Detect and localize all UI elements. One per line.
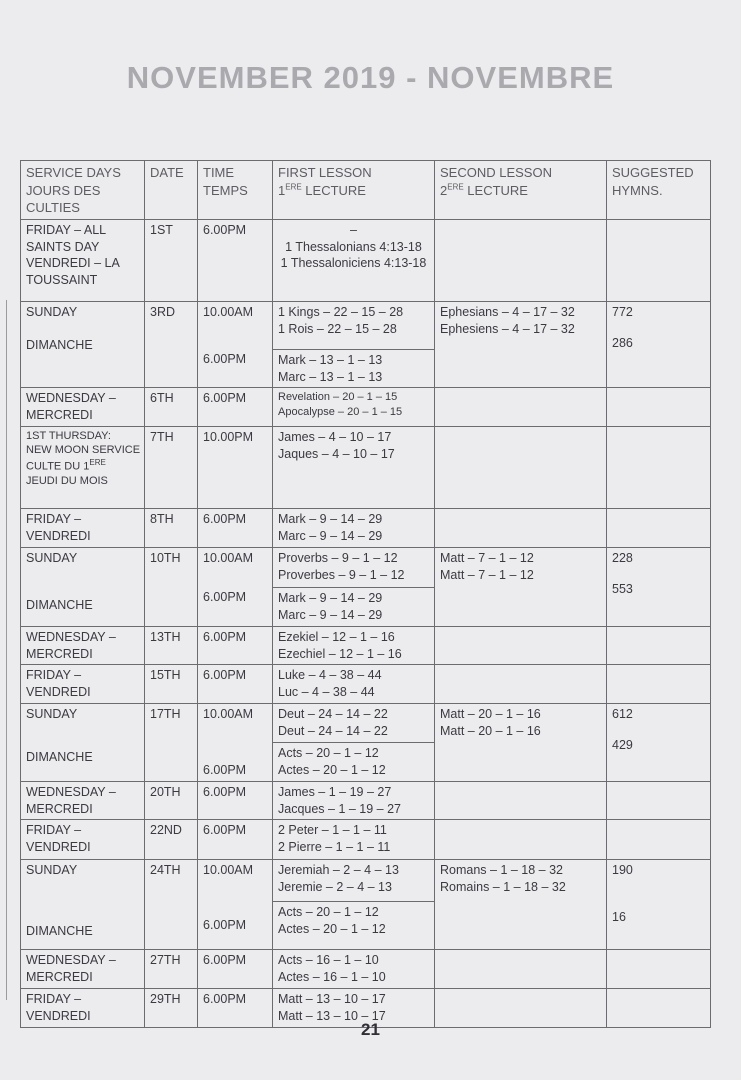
service-day: FRIDAY – ALL SAINTS DAY VENDREDI – LA TOUSSAINT: [21, 219, 145, 301]
date-cell: 20TH: [145, 781, 198, 820]
hymns-cell: 190 16: [607, 860, 711, 950]
second-lesson: Matt – 7 – 1 – 12 Matt – 7 – 1 – 12: [435, 547, 607, 626]
service-day: SUNDAY DIMANCHE: [21, 860, 145, 950]
time-cell: 6.00PM: [198, 950, 273, 989]
time-cell: 6.00PM: [198, 742, 273, 781]
second-lesson: [435, 509, 607, 548]
date-cell: 15TH: [145, 665, 198, 704]
time-cell: 6.00PM: [198, 626, 273, 665]
service-day: FRIDAY – VENDREDI: [21, 509, 145, 548]
hymns-cell: 772 286: [607, 301, 711, 388]
date-cell: 6TH: [145, 388, 198, 427]
service-day: WEDNESDAY – MERCREDI: [21, 626, 145, 665]
hymns-cell: [607, 781, 711, 820]
hymns-cell: [607, 427, 711, 509]
page-title: NOVEMBER 2019 - NOVEMBRE: [126, 60, 615, 95]
first-lesson: Revelation – 20 – 1 – 15 Apocalypse – 20 – 1 – 15: [273, 388, 435, 427]
time-cell: 6.00PM: [198, 587, 273, 626]
table-row: [21, 626, 711, 665]
date-cell: 8TH: [145, 509, 198, 548]
hymns-cell: [607, 950, 711, 989]
header-date: DATE: [145, 161, 198, 220]
time-cell: 6.00PM: [198, 388, 273, 427]
second-lesson: [435, 626, 607, 665]
hymns-cell: [607, 388, 711, 427]
table-row: [21, 781, 711, 820]
date-cell: 13TH: [145, 626, 198, 665]
hymns-cell: 228 553: [607, 547, 711, 626]
first-lesson: Ezekiel – 12 – 1 – 16 Ezechiel – 12 – 1 – 16: [273, 626, 435, 665]
time-cell: 6.00PM: [198, 349, 273, 388]
first-lesson: Acts – 20 – 1 – 12 Actes – 20 – 1 – 12: [273, 742, 435, 781]
table-row: [21, 509, 711, 548]
date-cell: 10TH: [145, 547, 198, 626]
date-cell: 3RD: [145, 301, 198, 388]
time-cell: 6.00PM: [198, 902, 273, 950]
service-day: FRIDAY – VENDREDI: [21, 665, 145, 704]
service-day: 1ST THURSDAY: NEW MOON SERVICE CULTE DU 1ERE JEUDI DU MOIS: [21, 427, 145, 509]
first-lesson: Mark – 9 – 14 – 29 Marc – 9 – 14 – 29: [273, 587, 435, 626]
first-lesson: Deut – 24 – 14 – 22 Deut – 24 – 14 – 22: [273, 704, 435, 743]
first-lesson: Matt – 13 – 10 – 17 Matt – 13 – 10 – 17: [273, 989, 435, 1028]
first-lesson: 2 Peter – 1 – 1 – 11 2 Pierre – 1 – 1 – 11: [273, 820, 435, 860]
date-cell: 27TH: [145, 950, 198, 989]
second-lesson: [435, 219, 607, 301]
second-lesson: [435, 427, 607, 509]
date-cell: 1ST: [145, 219, 198, 301]
page-edge-rule: [6, 300, 7, 1000]
service-day: SUNDAY DIMANCHE: [21, 547, 145, 626]
time-cell: 10.00AM: [198, 547, 273, 587]
second-lesson: [435, 665, 607, 704]
hymns-cell: [607, 509, 711, 548]
first-lesson: Jeremiah – 2 – 4 – 13 Jeremie – 2 – 4 – 13: [273, 860, 435, 902]
table-row: [21, 820, 711, 860]
second-lesson: Ephesians – 4 – 17 – 32 Ephesiens – 4 – 17 – 32: [435, 301, 607, 388]
date-cell: 24TH: [145, 860, 198, 950]
time-cell: 10.00AM: [198, 860, 273, 902]
service-day: SUNDAY DIMANCHE: [21, 704, 145, 782]
time-cell: 6.00PM: [198, 820, 273, 860]
time-cell: 6.00PM: [198, 989, 273, 1028]
first-lesson: Luke – 4 – 38 – 44 Luc – 4 – 38 – 44: [273, 665, 435, 704]
service-day: WEDNESDAY – MERCREDI: [21, 388, 145, 427]
table-row: [21, 427, 711, 509]
first-lesson: James – 4 – 10 – 17 Jaques – 4 – 10 – 17: [273, 427, 435, 509]
table-row: [21, 704, 711, 743]
table-row: [21, 547, 711, 587]
date-cell: 17TH: [145, 704, 198, 782]
service-day: SUNDAY DIMANCHE: [21, 301, 145, 388]
time-cell: 6.00PM: [198, 509, 273, 548]
hymns-cell: [607, 219, 711, 301]
time-cell: 6.00PM: [198, 781, 273, 820]
time-cell: 6.00PM: [198, 219, 273, 301]
first-lesson: Acts – 20 – 1 – 12 Actes – 20 – 1 – 12: [273, 902, 435, 950]
first-lesson: 1 Kings – 22 – 15 – 28 1 Rois – 22 – 15 – 28: [273, 301, 435, 349]
date-cell: 29TH: [145, 989, 198, 1028]
first-lesson: Mark – 13 – 1 – 13 Marc – 13 – 1 – 13: [273, 349, 435, 388]
header-row: [21, 161, 711, 220]
first-lesson: Mark – 9 – 14 – 29 Marc – 9 – 14 – 29: [273, 509, 435, 548]
time-cell: 6.00PM: [198, 665, 273, 704]
table-row: [21, 301, 711, 349]
first-lesson: James – 1 – 19 – 27 Jacques – 1 – 19 – 27: [273, 781, 435, 820]
second-lesson: Romans – 1 – 18 – 32 Romains – 1 – 18 – 32: [435, 860, 607, 950]
table-row: [21, 388, 711, 427]
header-second-lesson: SECOND LESSON 2ERE LECTURE: [435, 161, 607, 220]
header-hymns: SUGGESTED HYMNS.: [607, 161, 711, 220]
header-service-days: SERVICE DAYS JOURS DES CULTIES: [21, 161, 145, 220]
second-lesson: [435, 950, 607, 989]
page-number: 21: [361, 1020, 380, 1039]
service-day: WEDNESDAY – MERCREDI: [21, 781, 145, 820]
table-row: [21, 219, 711, 301]
header-time: TIME TEMPS: [198, 161, 273, 220]
hymns-cell: [607, 665, 711, 704]
header-first-lesson: FIRST LESSON 1ERE LECTURE: [273, 161, 435, 220]
time-cell: 10.00AM: [198, 301, 273, 349]
table-row: [21, 665, 711, 704]
service-day: FRIDAY – VENDREDI: [21, 989, 145, 1028]
second-lesson: Matt – 20 – 1 – 16 Matt – 20 – 1 – 16: [435, 704, 607, 782]
second-lesson: [435, 781, 607, 820]
second-lesson: [435, 388, 607, 427]
service-day: WEDNESDAY – MERCREDI: [21, 950, 145, 989]
hymns-cell: [607, 626, 711, 665]
date-cell: 22ND: [145, 820, 198, 860]
lesson-table: [20, 160, 711, 1028]
second-lesson: [435, 820, 607, 860]
service-day: FRIDAY – VENDREDI: [21, 820, 145, 860]
table-row: [21, 950, 711, 989]
date-cell: 7TH: [145, 427, 198, 509]
first-lesson: Proverbs – 9 – 1 – 12 Proverbes – 9 – 1 – 12: [273, 547, 435, 587]
hymns-cell: 612 429: [607, 704, 711, 782]
time-cell: 10.00PM: [198, 427, 273, 509]
first-lesson: – 1 Thessalonians 4:13-18 1 Thessaloniciens 4:13-18: [273, 219, 435, 301]
first-lesson: Acts – 16 – 1 – 10 Actes – 16 – 1 – 10: [273, 950, 435, 989]
time-cell: 10.00AM: [198, 704, 273, 743]
table-row: [21, 860, 711, 902]
hymns-cell: [607, 820, 711, 860]
